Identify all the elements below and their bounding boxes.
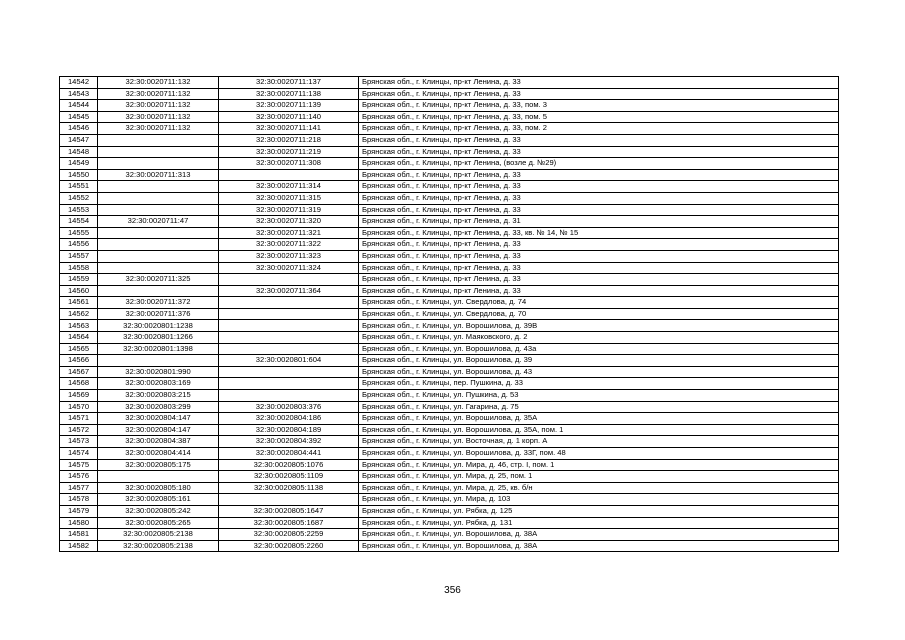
parcel-number-cell: 32:30:0020805:180 [98,482,219,494]
parcel-number-cell: 32:30:0020801:1238 [98,320,219,332]
row-number-cell: 14566 [60,355,98,367]
object-number-cell: 32:30:0020805:1687 [219,517,359,529]
object-number-cell [219,308,359,320]
parcel-number-cell [98,239,219,251]
row-number-cell: 14549 [60,158,98,170]
object-number-cell: 32:30:0020711:364 [219,285,359,297]
object-number-cell: 32:30:0020711:323 [219,250,359,262]
object-number-cell: 32:30:0020711:141 [219,123,359,135]
address-cell: Брянская обл., г. Клинцы, пр-кт Ленина, д. 33 [359,250,839,262]
table-row [60,274,839,286]
parcel-number-cell: 32:30:0020804:147 [98,424,219,436]
address-cell: Брянская обл., г. Клинцы, ул. Свердлова, д. 70 [359,308,839,320]
address-cell: Брянская обл., г. Клинцы, ул. Рябка, д. 125 [359,505,839,517]
table-row [60,366,839,378]
row-number-cell: 14572 [60,424,98,436]
object-number-cell: 32:30:0020805:2259 [219,529,359,541]
parcel-number-cell: 32:30:0020805:242 [98,505,219,517]
row-number-cell: 14569 [60,390,98,402]
parcel-number-cell [98,134,219,146]
parcel-number-cell: 32:30:0020711:313 [98,169,219,181]
parcel-number-cell [98,262,219,274]
table-row [60,448,839,460]
row-number-cell: 14580 [60,517,98,529]
row-number-cell: 14551 [60,181,98,193]
address-cell: Брянская обл., г. Клинцы, пр-кт Ленина, д. 33 [359,239,839,251]
address-cell: Брянская обл., г. Клинцы, ул. Гагарина, д. 75 [359,401,839,413]
row-number-cell: 14545 [60,111,98,123]
object-number-cell [219,169,359,181]
object-number-cell: 32:30:0020805:2260 [219,540,359,552]
table-row [60,158,839,170]
address-cell: Брянская обл., г. Клинцы, ул. Маяковского, д. 2 [359,332,839,344]
parcel-number-cell [98,355,219,367]
address-cell: Брянская обл., г. Клинцы, ул. Ворошилова, д. 35А, пом. 1 [359,424,839,436]
object-number-cell: 32:30:0020804:186 [219,413,359,425]
address-cell: Брянская обл., г. Клинцы, ул. Восточная, д. 1 корп. А [359,436,839,448]
object-number-cell [219,297,359,309]
row-number-cell: 14550 [60,169,98,181]
row-number-cell: 14571 [60,413,98,425]
object-number-cell [219,320,359,332]
object-number-cell [219,332,359,344]
address-cell: Брянская обл., г. Клинцы, пр-кт Ленина, д. 33 [359,274,839,286]
address-cell: Брянская обл., г. Клинцы, пр-кт Ленина, д. 33 [359,262,839,274]
table-row [60,436,839,448]
object-number-cell [219,366,359,378]
address-cell: Брянская обл., г. Клинцы, пр-кт Ленина, д. 33, пом. 2 [359,123,839,135]
row-number-cell: 14544 [60,100,98,112]
object-number-cell: 32:30:0020711:139 [219,100,359,112]
table-row [60,297,839,309]
table-row [60,413,839,425]
parcel-number-cell [98,181,219,193]
row-number-cell: 14546 [60,123,98,135]
row-number-cell: 14564 [60,332,98,344]
address-cell: Брянская обл., г. Клинцы, ул. Ворошилова, д. 39В [359,320,839,332]
parcel-number-cell: 32:30:0020711:132 [98,88,219,100]
table-row [60,529,839,541]
address-cell: Брянская обл., г. Клинцы, пр-кт Ленина, д. 33 [359,204,839,216]
object-number-cell: 32:30:0020711:140 [219,111,359,123]
table-row [60,216,839,228]
object-number-cell [219,343,359,355]
object-number-cell: 32:30:0020711:321 [219,227,359,239]
table-row [60,146,839,158]
row-number-cell: 14555 [60,227,98,239]
row-number-cell: 14554 [60,216,98,228]
address-cell: Брянская обл., г. Клинцы, пр-кт Ленина, д. 33 [359,134,839,146]
table-row [60,192,839,204]
row-number-cell: 14563 [60,320,98,332]
address-cell: Брянская обл., г. Клинцы, пр-кт Ленина, д. 33, пом. 3 [359,100,839,112]
row-number-cell: 14548 [60,146,98,158]
parcel-number-cell: 32:30:0020805:265 [98,517,219,529]
address-cell: Брянская обл., г. Клинцы, пр-кт Ленина, д. 33 [359,181,839,193]
address-cell: Брянская обл., г. Клинцы, ул. Ворошилова, д. 38А [359,540,839,552]
parcel-number-cell: 32:30:0020805:2138 [98,540,219,552]
table-row [60,204,839,216]
parcel-number-cell: 32:30:0020803:169 [98,378,219,390]
object-number-cell: 32:30:0020804:392 [219,436,359,448]
table-row [60,505,839,517]
page-number: 356 [444,585,461,596]
address-cell: Брянская обл., г. Клинцы, пр-кт Ленина, д. 33 [359,88,839,100]
parcel-number-cell: 32:30:0020801:1398 [98,343,219,355]
address-cell: Брянская обл., г. Клинцы, ул. Ворошилова, д. 43 [359,366,839,378]
row-number-cell: 14557 [60,250,98,262]
row-number-cell: 14575 [60,459,98,471]
table-row [60,517,839,529]
parcel-number-cell: 32:30:0020711:325 [98,274,219,286]
row-number-cell: 14565 [60,343,98,355]
address-cell: Брянская обл., г. Клинцы, ул. Ворошилова, д. 38А [359,529,839,541]
parcel-number-cell: 32:30:0020804:387 [98,436,219,448]
table-row [60,88,839,100]
address-cell: Брянская обл., г. Клинцы, пр-кт Ленина, д. 33, кв. № 14, № 15 [359,227,839,239]
table-row [60,239,839,251]
table-row [60,134,839,146]
row-number-cell: 14581 [60,529,98,541]
object-number-cell: 32:30:0020711:137 [219,77,359,89]
parcel-number-cell [98,471,219,483]
object-number-cell [219,390,359,402]
address-cell: Брянская обл., г. Клинцы, ул. Мира, д. 46, стр. I, пом. 1 [359,459,839,471]
registry-table [59,76,839,552]
parcel-number-cell: 32:30:0020711:132 [98,100,219,112]
table-row [60,401,839,413]
parcel-number-cell: 32:30:0020804:147 [98,413,219,425]
table-row [60,169,839,181]
object-number-cell [219,378,359,390]
table-row [60,285,839,297]
object-number-cell: 32:30:0020805:1138 [219,482,359,494]
row-number-cell: 14582 [60,540,98,552]
row-number-cell: 14552 [60,192,98,204]
parcel-number-cell: 32:30:0020711:47 [98,216,219,228]
parcel-number-cell [98,146,219,158]
row-number-cell: 14567 [60,366,98,378]
row-number-cell: 14574 [60,448,98,460]
address-cell: Брянская обл., г. Клинцы, ул. Ворошилова, д. 43а [359,343,839,355]
table-row [60,181,839,193]
address-cell: Брянская обл., г. Клинцы, ул. Мира, д. 25, кв. б/н [359,482,839,494]
parcel-number-cell: 32:30:0020805:175 [98,459,219,471]
object-number-cell: 32:30:0020803:376 [219,401,359,413]
object-number-cell: 32:30:0020711:322 [219,239,359,251]
object-number-cell: 32:30:0020711:308 [219,158,359,170]
table-row [60,77,839,89]
address-cell: Брянская обл., г. Клинцы, пр-кт Ленина, д. 31 [359,216,839,228]
row-number-cell: 14543 [60,88,98,100]
address-cell: Брянская обл., г. Клинцы, пер. Пушкина, д. 33 [359,378,839,390]
address-cell: Брянская обл., г. Клинцы, ул. Мира, д. 25, пом. 1 [359,471,839,483]
table-row [60,355,839,367]
row-number-cell: 14556 [60,239,98,251]
parcel-number-cell: 32:30:0020803:299 [98,401,219,413]
object-number-cell: 32:30:0020711:218 [219,134,359,146]
object-number-cell: 32:30:0020805:1076 [219,459,359,471]
table-row [60,111,839,123]
table-row [60,378,839,390]
parcel-number-cell: 32:30:0020805:161 [98,494,219,506]
row-number-cell: 14573 [60,436,98,448]
address-cell: Брянская обл., г. Клинцы, ул. Рябка, д. 131 [359,517,839,529]
object-number-cell: 32:30:0020804:189 [219,424,359,436]
row-number-cell: 14558 [60,262,98,274]
table-row [60,332,839,344]
table-row [60,123,839,135]
address-cell: Брянская обл., г. Клинцы, пр-кт Ленина, д. 33 [359,192,839,204]
parcel-number-cell: 32:30:0020803:215 [98,390,219,402]
row-number-cell: 14578 [60,494,98,506]
row-number-cell: 14562 [60,308,98,320]
parcel-number-cell [98,204,219,216]
parcel-number-cell [98,192,219,204]
row-number-cell: 14560 [60,285,98,297]
parcel-number-cell [98,227,219,239]
parcel-number-cell: 32:30:0020801:1266 [98,332,219,344]
object-number-cell: 32:30:0020804:441 [219,448,359,460]
parcel-number-cell: 32:30:0020805:2138 [98,529,219,541]
address-cell: Брянская обл., г. Клинцы, ул. Ворошилова, д. 35А [359,413,839,425]
address-cell: Брянская обл., г. Клинцы, ул. Ворошилова, д. 39 [359,355,839,367]
object-number-cell: 32:30:0020801:604 [219,355,359,367]
row-number-cell: 14559 [60,274,98,286]
address-cell: Брянская обл., г. Клинцы, пр-кт Ленина, д. 33, пом. 5 [359,111,839,123]
parcel-number-cell: 32:30:0020711:132 [98,111,219,123]
row-number-cell: 14576 [60,471,98,483]
row-number-cell: 14561 [60,297,98,309]
address-cell: Брянская обл., г. Клинцы, пр-кт Ленина, д. 33 [359,169,839,181]
address-cell: Брянская обл., г. Клинцы, ул. Свердлова, д. 74 [359,297,839,309]
row-number-cell: 14553 [60,204,98,216]
object-number-cell: 32:30:0020711:138 [219,88,359,100]
address-cell: Брянская обл., г. Клинцы, ул. Мира, д. 103 [359,494,839,506]
table-row [60,390,839,402]
row-number-cell: 14542 [60,77,98,89]
address-cell: Брянская обл., г. Клинцы, ул. Пушкина, д. 53 [359,390,839,402]
parcel-number-cell: 32:30:0020711:132 [98,77,219,89]
object-number-cell [219,274,359,286]
object-number-cell: 32:30:0020711:319 [219,204,359,216]
address-cell: Брянская обл., г. Клинцы, ул. Ворошилова, д. 33Г, пом. 48 [359,448,839,460]
table-row [60,100,839,112]
row-number-cell: 14547 [60,134,98,146]
parcel-number-cell [98,285,219,297]
object-number-cell: 32:30:0020711:219 [219,146,359,158]
object-number-cell: 32:30:0020711:315 [219,192,359,204]
address-cell: Брянская обл., г. Клинцы, пр-кт Ленина, д. 33 [359,146,839,158]
row-number-cell: 14568 [60,378,98,390]
row-number-cell: 14579 [60,505,98,517]
address-cell: Брянская обл., г. Клинцы, пр-кт Ленина, (возле д. №29) [359,158,839,170]
table-row [60,343,839,355]
address-cell: Брянская обл., г. Клинцы, пр-кт Ленина, д. 33 [359,77,839,89]
row-number-cell: 14570 [60,401,98,413]
table-row [60,424,839,436]
table-row [60,262,839,274]
table-row [60,227,839,239]
table-row [60,320,839,332]
table-row [60,308,839,320]
row-number-cell: 14577 [60,482,98,494]
object-number-cell: 32:30:0020805:1109 [219,471,359,483]
parcel-number-cell: 32:30:0020711:376 [98,308,219,320]
parcel-number-cell: 32:30:0020711:132 [98,123,219,135]
object-number-cell: 32:30:0020711:320 [219,216,359,228]
object-number-cell: 32:30:0020805:1647 [219,505,359,517]
table-row [60,471,839,483]
parcel-number-cell: 32:30:0020804:414 [98,448,219,460]
table-row [60,540,839,552]
table-row [60,494,839,506]
parcel-number-cell: 32:30:0020801:990 [98,366,219,378]
parcel-number-cell: 32:30:0020711:372 [98,297,219,309]
object-number-cell [219,494,359,506]
address-cell: Брянская обл., г. Клинцы, пр-кт Ленина, д. 33 [359,285,839,297]
parcel-number-cell [98,158,219,170]
parcel-number-cell [98,250,219,262]
table-row [60,459,839,471]
table-row [60,250,839,262]
object-number-cell: 32:30:0020711:314 [219,181,359,193]
registry-table-body [60,77,839,552]
object-number-cell: 32:30:0020711:324 [219,262,359,274]
table-row [60,482,839,494]
